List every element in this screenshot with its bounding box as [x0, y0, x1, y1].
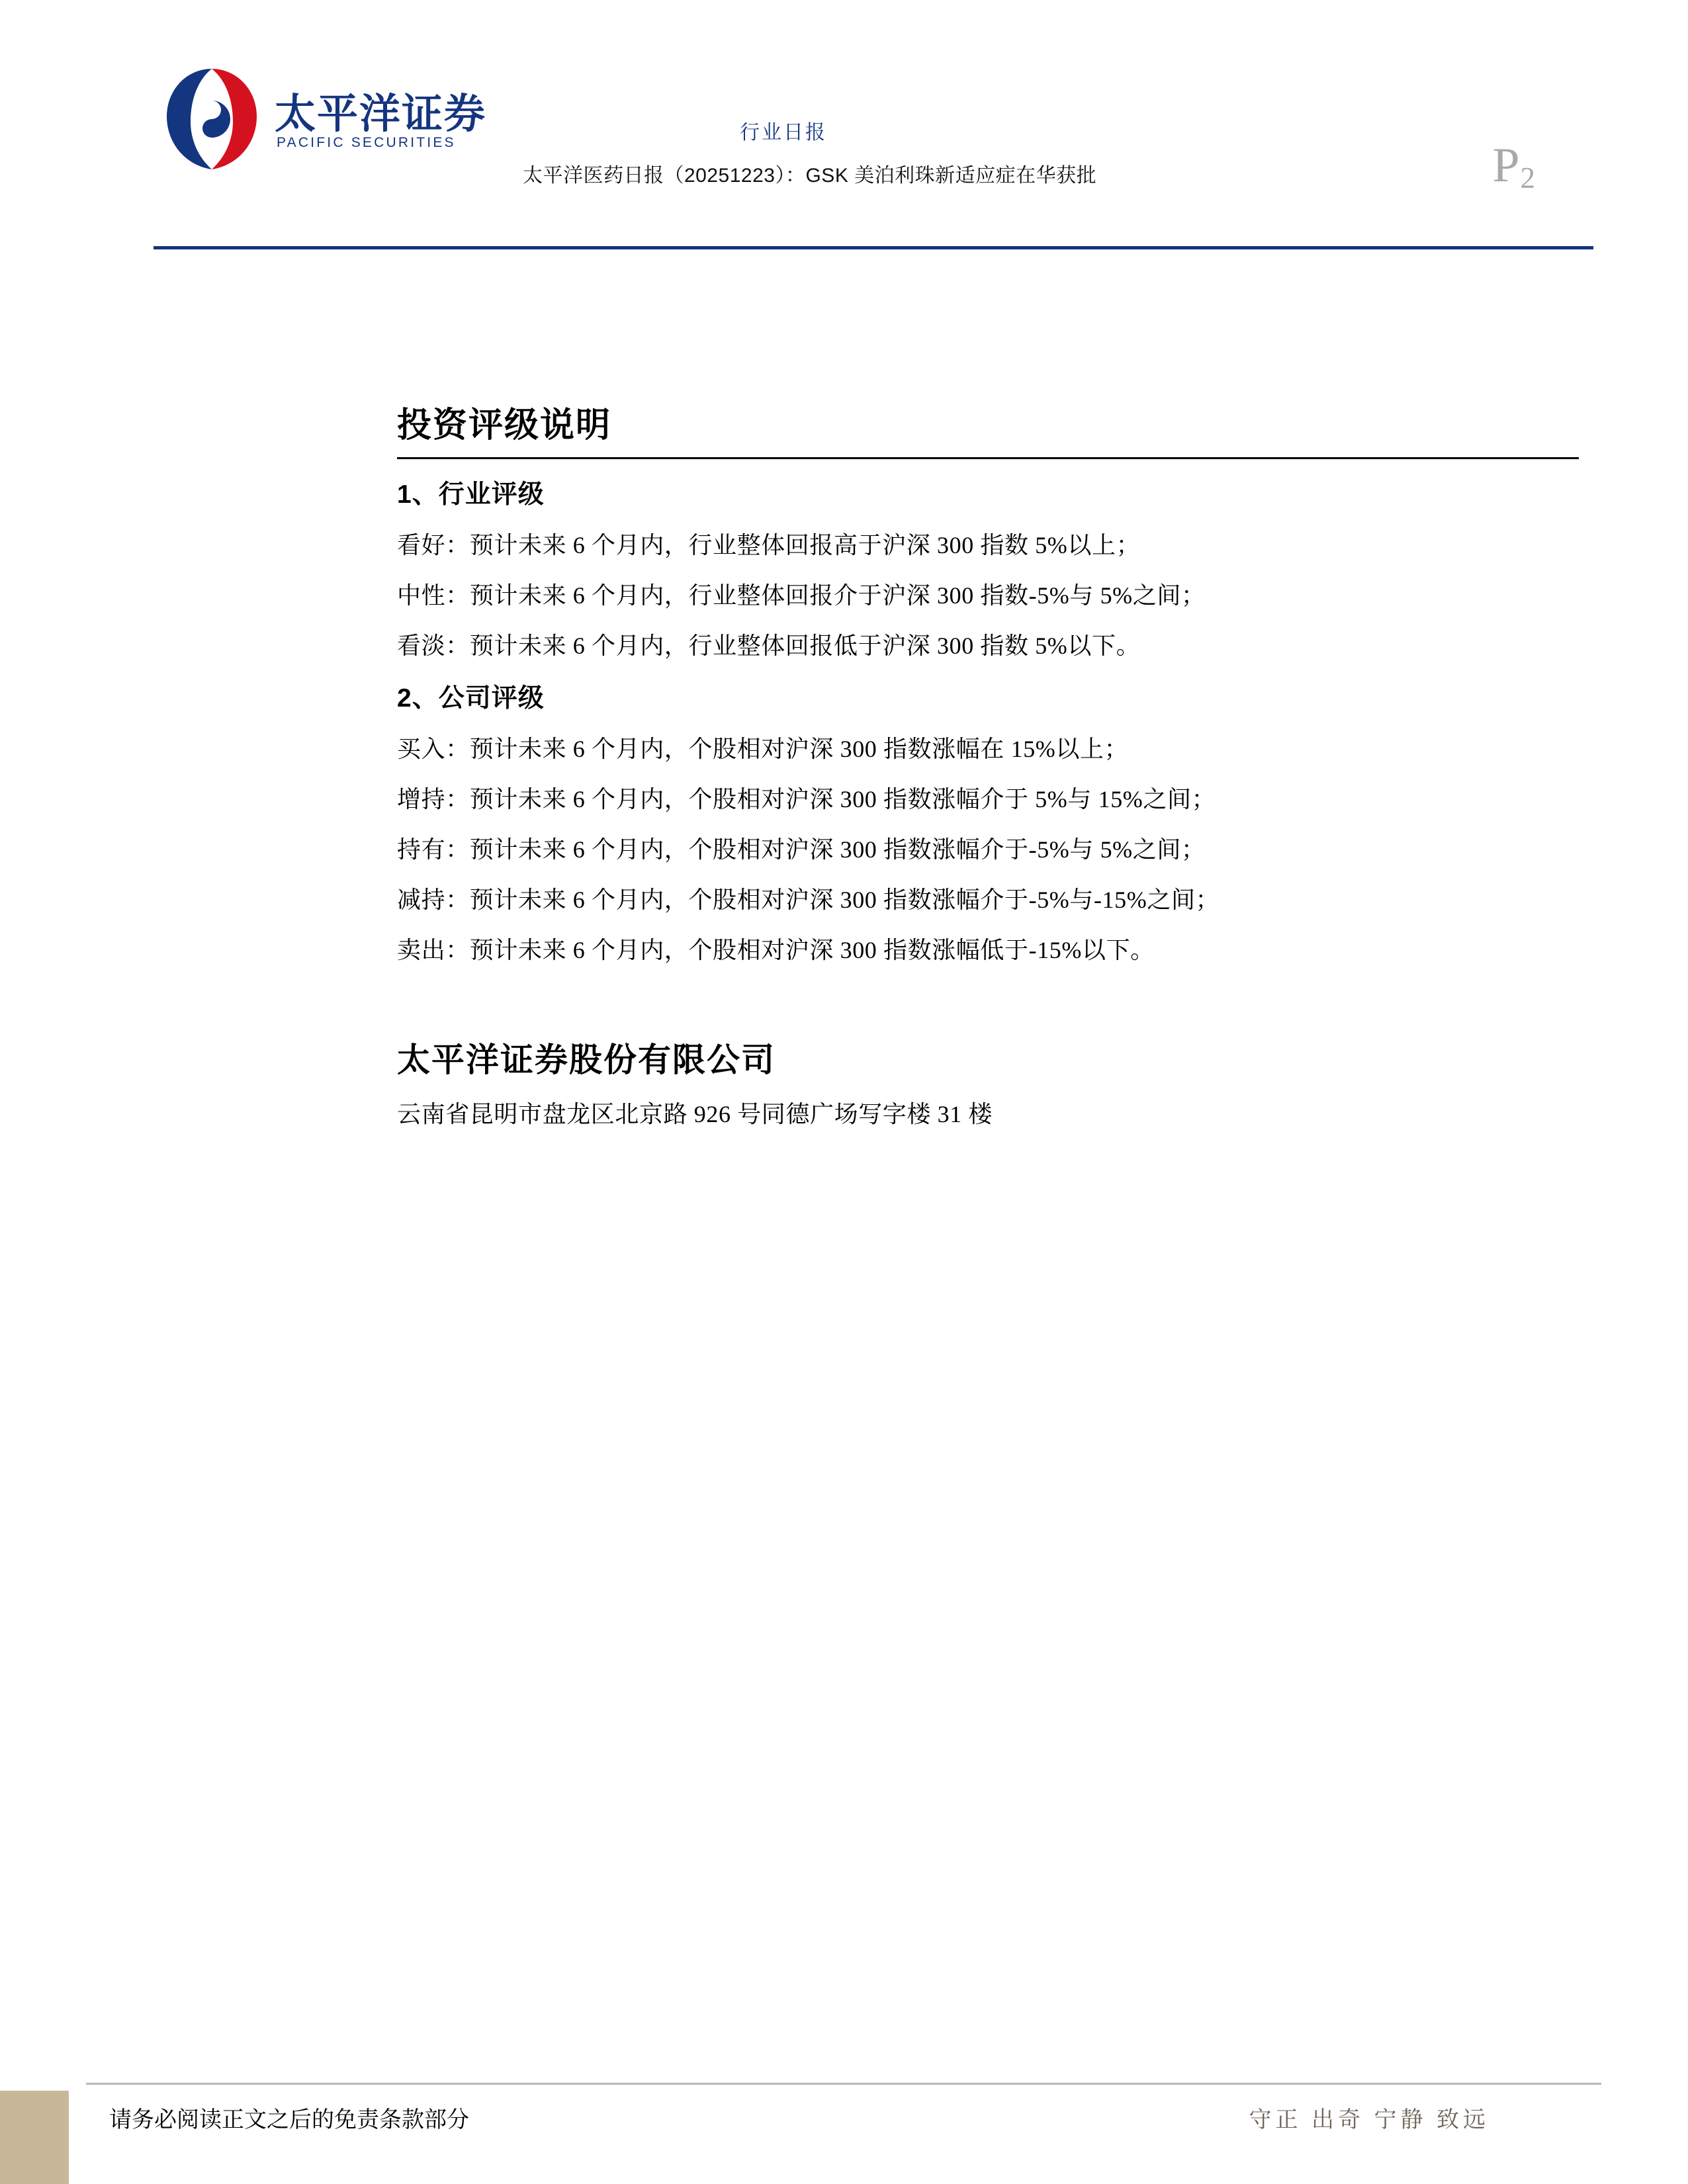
company-name: 太平洋证券股份有限公司 [397, 1041, 776, 1078]
page-number-prefix: P [1492, 138, 1520, 193]
rating-line: 看好：预计未来 6 个月内，行业整体回报高于沪深 300 指数 5%以上； [397, 532, 1141, 558]
footer-divider [86, 2083, 1601, 2085]
rating-line: 减持：预计未来 6 个月内，个股相对沪深 300 指数涨幅介于-5%与-15%之间； [397, 887, 1220, 913]
page-number-value: 2 [1520, 161, 1535, 195]
pacific-securities-logo-icon [159, 66, 265, 172]
rating-line: 看淡：预计未来 6 个月内，行业整体回报低于沪深 300 指数 5%以下。 [397, 633, 1141, 659]
group-heading: 2、公司评级 [397, 684, 545, 713]
rating-line: 卖出：预计未来 6 个月内，个股相对沪深 300 指数涨幅低于-15%以下。 [397, 937, 1155, 963]
company-info [397, 1033, 1595, 1129]
rating-group-industry [397, 474, 1595, 671]
logo-text-chinese: 太平洋证券 [275, 91, 487, 137]
footer-edge-accent [0, 2091, 69, 2184]
page-number [1492, 138, 1534, 194]
group-heading: 1、行业评级 [397, 480, 545, 509]
header-report-title: 太平洋医药日报（20251223）：GSK 美泊利珠新适应症在华获批 [523, 165, 1097, 187]
rating-line: 持有：预计未来 6 个月内，个股相对沪深 300 指数涨幅介于-5%与 5%之间； [397, 836, 1206, 863]
logo-text-english: PACIFIC SECURITIES [277, 135, 456, 150]
rating-line: 中性：预计未来 6 个月内，行业整体回报介于沪深 300 指数-5%与 5%之间； [397, 582, 1206, 609]
document-kind-label: 行业日报 [740, 122, 827, 144]
rating-group-company [397, 677, 1595, 975]
title-divider [397, 457, 1579, 459]
header-divider [154, 246, 1593, 249]
company-logo [159, 66, 490, 185]
company-address: 云南省昆明市盘龙区北京路 926 号同德广场写字楼 31 楼 [397, 1101, 993, 1127]
page-header [0, 0, 1688, 251]
rating-line: 增持：预计未来 6 个月内，个股相对沪深 300 指数涨幅介于 5%与 15%之间； [397, 786, 1216, 812]
page-title: 投资评级说明 [397, 406, 612, 445]
footer-disclaimer: 请务必阅读正文之后的免责条款部分 [109, 2108, 469, 2132]
main-content [397, 397, 1595, 1129]
footer-slogan: 守正 出奇 宁静 致远 [1249, 2108, 1489, 2132]
rating-line: 买入：预计未来 6 个月内，个股相对沪深 300 指数涨幅在 15%以上； [397, 736, 1129, 762]
